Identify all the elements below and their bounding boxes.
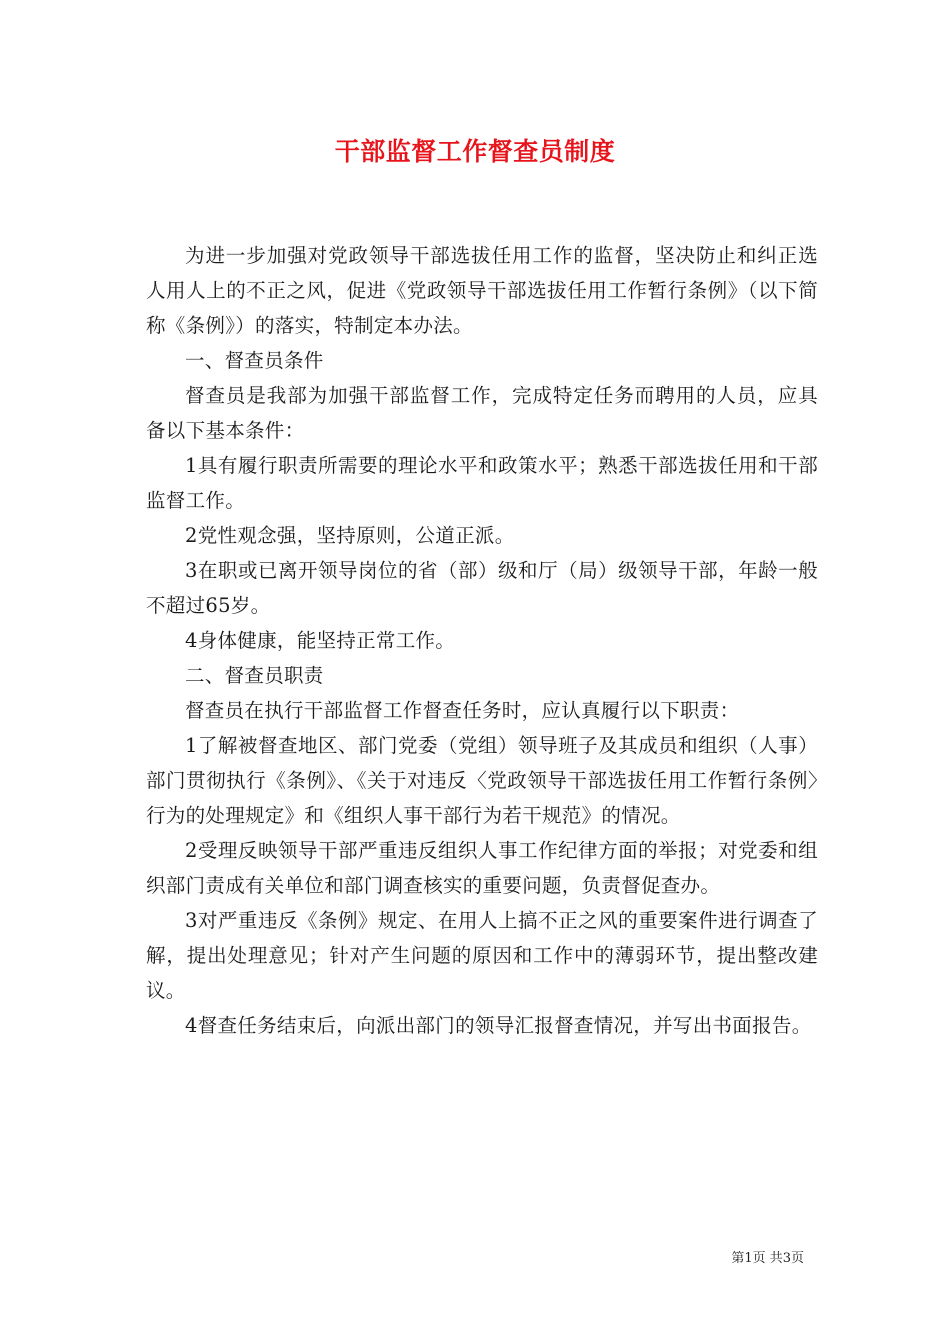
condition-item-4: 4身体健康，能坚持正常工作。	[185, 629, 456, 652]
condition-item-1: 1具有履行职责所需要的理论水平和政策水平；熟悉干部选拔任用和干部监督工作。	[146, 454, 818, 512]
duty-item-3: 3对严重违反《条例》规定、在用人上搞不正之风的重要案件进行调查了解，提出处理意见；针对产生问题的原因和工作中的薄弱环节，提出整改建议。	[146, 909, 818, 1002]
duty-item-4: 4督查任务结束后，向派出部门的领导汇报督查情况，并写出书面报告。	[185, 1014, 812, 1037]
condition-item-3: 3在职或已离开领导岗位的省（部）级和厅（局）级领导干部，年龄一般不超过65岁。	[146, 559, 818, 617]
document-body	[146, 238, 818, 1043]
document-title: 干部监督工作督查员制度	[334, 137, 616, 166]
paragraph-conditions-intro: 督查员是我部为加强干部监督工作，完成特定任务而聘用的人员，应具备以下基本条件：	[146, 384, 818, 442]
condition-item-2: 2党性观念强，坚持原则，公道正派。	[185, 524, 515, 547]
section-heading-duties: 二、督查员职责	[185, 664, 324, 687]
duty-item-1: 1了解被督查地区、部门党委（党组）领导班子及其成员和组织（人事）部门贯彻执行《条例》、《关于对违反〈党政领导干部选拔任用工作暂行条例〉行为的处理规定》和《组织人事干部行为若干规范》的情况。	[146, 734, 818, 827]
duty-item-2: 2受理反映领导干部严重违反组织人事工作纪律方面的举报；对党委和组织部门责成有关单位和部门调查核实的重要问题，负责督促查办。	[146, 839, 818, 897]
page-number-footer: 第1页 共3页	[731, 1251, 804, 1266]
paragraph-duties-intro: 督查员在执行干部监督工作督查任务时，应认真履行以下职责：	[185, 699, 740, 722]
paragraph-intro: 为进一步加强对党政领导干部选拔任用工作的监督，坚决防止和纠正选人用人上的不正之风，促进《党政领导干部选拔任用工作暂行条例》（以下简称《条例》）的落实，特制定本办法。	[146, 244, 818, 337]
section-heading-conditions: 一、督查员条件	[185, 349, 324, 372]
